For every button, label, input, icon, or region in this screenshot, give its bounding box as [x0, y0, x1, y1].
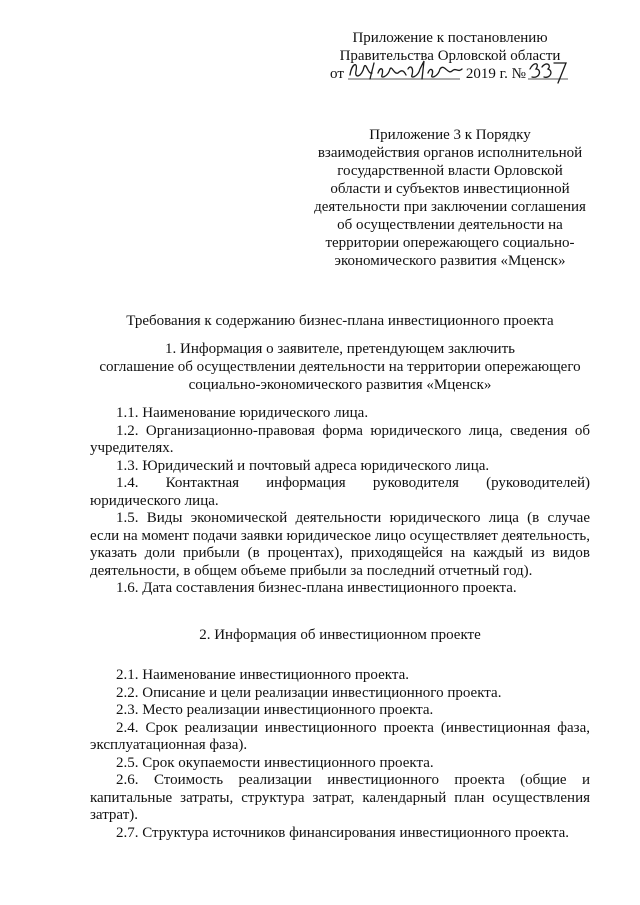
list-item: 2.1. Наименование инвестиционного проекта.	[116, 667, 410, 683]
list-item: 2.5. Срок окупаемости инвестиционного проекта.	[116, 754, 434, 771]
section1-heading-line: социально-экономического развития «Мценск»	[188, 377, 492, 393]
section1-items	[90, 405, 590, 598]
list-item: 1.4. Контактная информация руководителя (руководителей) юридического лица.	[90, 475, 590, 509]
number-handwriting	[526, 65, 570, 83]
list-item: 1.5. Виды экономической деятельности юридического лица (в случае если на момент подачи заявки юридическое лицо осуществляет деятельность, указать доли прибыли (в процентах), приходящейся на каждый из видов деятельности, в общем объеме прибыли за последний отчетный год).	[90, 510, 590, 579]
list-item: 2.4. Срок реализации инвестиционного проекта (инвестиционная фаза, эксплуатационная фаза).	[90, 719, 590, 753]
list-item: 2.7. Структура источников финансирования инвестиционного проекта.	[116, 824, 570, 841]
section1-heading	[90, 340, 590, 394]
header-line: деятельности при заключении соглашения	[314, 199, 586, 215]
header-line: Приложение 3 к Порядку	[369, 127, 531, 143]
list-item: 1.1. Наименование юридического лица.	[116, 405, 369, 421]
list-item: 1.3. Юридический и почтовый адреса юридического лица.	[116, 457, 490, 474]
header-line: Правительства Орловской области	[339, 48, 561, 64]
procedure-header	[300, 126, 600, 270]
decree-date-line	[300, 65, 600, 83]
date-signature-icon	[344, 57, 466, 85]
number-signature-icon	[526, 57, 570, 85]
year-number: 2019 г. №	[465, 66, 526, 82]
from-label: от	[330, 66, 344, 82]
header-line: государственной власти Орловской	[337, 163, 563, 179]
header-line: об осуществлении деятельности на	[337, 217, 563, 233]
header-line: области и субъектов инвестиционной	[330, 181, 570, 197]
section1-heading-line: 1. Информация о заявителе, претендующем заключить	[165, 341, 515, 357]
list-item: 2.2. Описание и цели реализации инвестиционного проекта.	[116, 684, 502, 701]
header-line: экономического развития «Мценск»	[334, 253, 566, 269]
header-line: взаимодействия органов исполнительной	[317, 145, 583, 161]
list-item: 1.6. Дата составления бизнес-плана инвестиционного проекта.	[116, 580, 517, 596]
header-line: Приложение к постановлению	[352, 30, 548, 46]
list-item: 2.6. Стоимость реализации инвестиционного проекта (общие и капитальные затраты, структура затрат, календарный план осуществления затрат).	[90, 772, 590, 823]
section2-heading: 2. Информация об инвестиционном проекте	[199, 627, 481, 643]
section1-heading-line: соглашение об осуществлении деятельности на территории опережающего	[99, 359, 581, 375]
list-item: 2.3. Место реализации инвестиционного проекта.	[116, 702, 434, 718]
section2-items	[90, 667, 590, 842]
date-handwriting	[344, 65, 466, 83]
header-line: территории опережающего социально-	[325, 235, 575, 251]
list-item: 1.2. Организационно-правовая форма юридического лица, сведения об учредителях.	[90, 422, 590, 456]
document-title: Требования к содержанию бизнес-плана инвестиционного проекта	[126, 313, 554, 329]
appendix-header	[300, 29, 600, 83]
